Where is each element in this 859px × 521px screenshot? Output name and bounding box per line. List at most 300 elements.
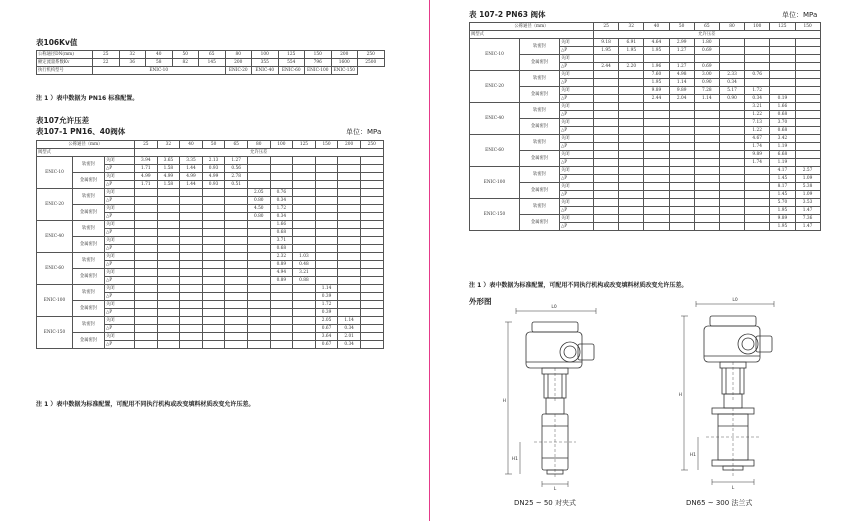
dn-header-cell: 80 — [247, 141, 270, 149]
value-cell — [644, 143, 669, 151]
value-cell: 3.71 — [270, 237, 293, 245]
value-cell — [202, 309, 225, 317]
value-cell: 7.13 — [745, 119, 770, 127]
dn-header-cell: 150 — [315, 141, 338, 149]
value-cell — [315, 205, 338, 213]
value-cell: 1.22 — [745, 111, 770, 119]
value-cell — [157, 205, 180, 213]
value-cell: 4.99 — [135, 173, 158, 181]
cell: 796 — [305, 59, 332, 67]
value-cell: 8.17 — [770, 183, 795, 191]
value-cell — [225, 197, 248, 205]
row-key-cell: △P — [105, 261, 135, 269]
row-key-cell: 关闭 — [560, 103, 594, 111]
value-cell — [694, 207, 719, 215]
value-cell — [644, 207, 669, 215]
value-cell: 0.67 — [315, 341, 338, 349]
value-cell — [157, 245, 180, 253]
value-cell: 9.89 — [669, 87, 694, 95]
value-cell: 3.65 — [157, 157, 180, 165]
value-cell: 7.60 — [644, 71, 669, 79]
cell: 1600 — [331, 59, 358, 67]
value-cell: 0.89 — [270, 261, 293, 269]
value-cell — [135, 317, 158, 325]
dim-face-label-2: L — [731, 486, 735, 490]
value-cell — [338, 197, 361, 205]
dn-header-cell: 125 — [293, 141, 316, 149]
row-key-cell: △P — [560, 191, 594, 199]
cell: 50 — [172, 51, 199, 59]
value-cell — [315, 229, 338, 237]
value-cell — [247, 157, 270, 165]
value-cell — [293, 205, 316, 213]
value-cell — [338, 173, 361, 181]
row-key-cell: 关闭 — [105, 189, 135, 197]
cell: 82 — [172, 59, 199, 67]
value-cell: 1.45 — [770, 191, 795, 199]
value-cell — [315, 173, 338, 181]
value-cell — [360, 189, 383, 197]
value-cell: 1.96 — [644, 63, 669, 71]
value-cell — [157, 285, 180, 293]
value-cell — [202, 205, 225, 213]
value-cell — [619, 151, 644, 159]
value-cell — [360, 253, 383, 261]
value-cell: 4.94 — [270, 269, 293, 277]
value-cell — [225, 205, 248, 213]
value-cell — [594, 167, 619, 175]
value-cell — [247, 253, 270, 261]
value-cell — [360, 317, 383, 325]
value-cell — [619, 159, 644, 167]
actuator-cell: ENIC-40 — [470, 103, 520, 135]
dim-half-label-2: H1 — [689, 453, 696, 458]
seal-type-cell: 金属密封 — [520, 55, 560, 71]
value-cell — [594, 159, 619, 167]
value-cell — [315, 245, 338, 253]
table-row — [37, 333, 384, 341]
value-cell — [202, 261, 225, 269]
row-key-cell: △P — [105, 293, 135, 301]
value-cell — [795, 79, 820, 87]
row-key-cell: △P — [560, 111, 594, 119]
dim-face-label: L — [553, 487, 557, 490]
value-cell — [202, 229, 225, 237]
pressure-header: 允许压差 — [135, 149, 384, 157]
value-cell — [694, 223, 719, 231]
value-cell: 1.14 — [669, 79, 694, 87]
value-cell — [135, 333, 158, 341]
value-cell: 1.09 — [795, 175, 820, 183]
value-cell — [135, 221, 158, 229]
value-cell — [135, 237, 158, 245]
dn-header-cell: 80 — [719, 23, 744, 31]
value-cell — [619, 191, 644, 199]
row-key-cell: 关闭 — [105, 285, 135, 293]
value-cell — [293, 285, 316, 293]
value-cell — [719, 127, 744, 135]
table-106-title: 表106Kv值 — [36, 38, 78, 47]
cell: 58 — [146, 59, 173, 67]
value-cell: 3.21 — [745, 103, 770, 111]
value-cell — [202, 245, 225, 253]
value-cell — [644, 159, 669, 167]
cell: ENIC-100 — [305, 67, 332, 75]
value-cell: 2.32 — [270, 253, 293, 261]
value-cell — [180, 261, 203, 269]
table-row — [37, 269, 384, 277]
value-cell — [157, 333, 180, 341]
value-cell — [270, 173, 293, 181]
table-row — [470, 103, 821, 111]
value-cell — [225, 277, 248, 285]
value-cell — [594, 127, 619, 135]
table-row — [37, 189, 384, 197]
value-cell — [315, 277, 338, 285]
value-cell — [719, 199, 744, 207]
value-cell — [644, 127, 669, 135]
value-cell: 2.20 — [619, 63, 644, 71]
cell: 40 — [146, 51, 173, 59]
value-cell — [338, 269, 361, 277]
value-cell — [338, 229, 361, 237]
value-cell — [719, 191, 744, 199]
value-cell — [360, 269, 383, 277]
value-cell — [644, 151, 669, 159]
dn-header-cell: 250 — [360, 141, 383, 149]
header-row — [470, 31, 821, 39]
value-cell — [293, 229, 316, 237]
dn-header-cell: 150 — [795, 23, 820, 31]
table-row — [37, 301, 384, 309]
value-cell: 1.22 — [745, 127, 770, 135]
cell: 32 — [119, 51, 146, 59]
value-cell — [338, 309, 361, 317]
value-cell: 1.14 — [694, 95, 719, 103]
value-cell — [293, 197, 316, 205]
value-cell: 1.72 — [315, 301, 338, 309]
value-cell: 0.88 — [293, 277, 316, 285]
value-cell — [619, 95, 644, 103]
seal-type-cell: 金属密封 — [520, 119, 560, 135]
value-cell — [225, 261, 248, 269]
value-cell — [719, 55, 744, 63]
value-cell: 4.64 — [644, 39, 669, 47]
row-key-cell: △P — [560, 47, 594, 55]
value-cell — [795, 111, 820, 119]
dn-header-cell: 32 — [157, 141, 180, 149]
table-107-2-unit: 单位：MPa — [782, 11, 818, 19]
value-cell — [669, 183, 694, 191]
value-cell: 7.28 — [694, 87, 719, 95]
value-cell — [135, 197, 158, 205]
row-key-cell: 关闭 — [560, 215, 594, 223]
value-cell — [719, 111, 744, 119]
value-cell — [180, 205, 203, 213]
table-row — [37, 237, 384, 245]
dn-header-cell: 65 — [225, 141, 248, 149]
value-cell — [270, 181, 293, 189]
value-cell: 1.71 — [135, 181, 158, 189]
value-cell — [694, 175, 719, 183]
value-cell — [360, 237, 383, 245]
value-cell — [270, 285, 293, 293]
dn-header-cell: 65 — [694, 23, 719, 31]
seal-type-cell: 金属密封 — [520, 151, 560, 167]
value-cell: 6.91 — [619, 39, 644, 47]
value-cell — [247, 309, 270, 317]
value-cell — [315, 237, 338, 245]
value-cell — [157, 301, 180, 309]
value-cell — [644, 191, 669, 199]
value-cell — [315, 157, 338, 165]
value-cell: 0.34 — [270, 197, 293, 205]
value-cell: 5.17 — [719, 87, 744, 95]
cell: 554 — [278, 59, 305, 67]
header-row — [470, 23, 821, 31]
value-cell: 2.44 — [594, 63, 619, 71]
value-cell — [594, 151, 619, 159]
value-cell — [270, 309, 293, 317]
value-cell — [694, 215, 719, 223]
value-cell — [360, 333, 383, 341]
value-cell — [745, 207, 770, 215]
table-row — [37, 253, 384, 261]
value-cell — [202, 333, 225, 341]
value-cell — [180, 333, 203, 341]
value-cell — [719, 47, 744, 55]
value-cell: 0.68 — [270, 245, 293, 253]
value-cell — [669, 127, 694, 135]
value-cell — [202, 293, 225, 301]
value-cell — [270, 317, 293, 325]
row-key-cell: 关闭 — [105, 253, 135, 261]
value-cell — [135, 261, 158, 269]
value-cell: 2.05 — [247, 189, 270, 197]
value-cell — [669, 223, 694, 231]
value-cell — [247, 261, 270, 269]
value-cell — [669, 111, 694, 119]
value-cell: 0.67 — [315, 325, 338, 333]
value-cell: 1.47 — [795, 223, 820, 231]
value-cell — [293, 341, 316, 349]
value-cell — [247, 341, 270, 349]
value-cell — [247, 317, 270, 325]
value-cell — [293, 181, 316, 189]
value-cell: 1.27 — [669, 47, 694, 55]
value-cell: 0.90 — [719, 95, 744, 103]
dim-height-label-2: H — [678, 393, 682, 398]
value-cell — [202, 189, 225, 197]
value-cell — [293, 221, 316, 229]
value-cell — [293, 165, 316, 173]
value-cell: 0.93 — [202, 181, 225, 189]
value-cell — [180, 221, 203, 229]
value-cell — [669, 103, 694, 111]
value-cell — [360, 245, 383, 253]
value-cell: 0.34 — [719, 79, 744, 87]
row-key-cell: △P — [560, 175, 594, 183]
value-cell — [719, 143, 744, 151]
actuator-cell: ENIC-60 — [470, 135, 520, 167]
value-cell: 0.76 — [745, 71, 770, 79]
value-cell: 1.95 — [619, 47, 644, 55]
value-cell — [719, 63, 744, 71]
value-cell: 1.19 — [770, 143, 795, 151]
dn-header-cell: 50 — [202, 141, 225, 149]
value-cell — [225, 229, 248, 237]
value-cell — [795, 87, 820, 95]
valve-type-header: 阀型式 — [470, 31, 594, 39]
value-cell — [694, 191, 719, 199]
value-cell: 6.68 — [770, 151, 795, 159]
value-cell — [619, 79, 644, 87]
table-107-1-note: 注 1 ）表中数据为标准配置，可配用不同执行机构或改变填料材质改变允许压差。 — [36, 401, 255, 408]
value-cell — [180, 293, 203, 301]
value-cell — [247, 173, 270, 181]
value-cell — [594, 191, 619, 199]
value-cell — [360, 285, 383, 293]
table-row — [470, 151, 821, 159]
row-key-cell: 关闭 — [560, 119, 594, 127]
value-cell: 9.89 — [770, 215, 795, 223]
row-key-cell: 关闭 — [105, 157, 135, 165]
seal-type-cell: 金属密封 — [520, 183, 560, 199]
value-cell — [338, 285, 361, 293]
value-cell: 0.80 — [247, 197, 270, 205]
value-cell — [293, 213, 316, 221]
table-107-title: 表107允许压差 — [36, 116, 90, 125]
row-key-cell: 关闭 — [560, 167, 594, 175]
value-cell — [669, 175, 694, 183]
value-cell — [202, 301, 225, 309]
row-key-cell: △P — [560, 159, 594, 167]
value-cell — [795, 119, 820, 127]
row-key-cell: △P — [560, 79, 594, 87]
table-row — [470, 55, 821, 63]
value-cell — [719, 151, 744, 159]
value-cell — [795, 103, 820, 111]
value-cell — [644, 103, 669, 111]
value-cell: 2.99 — [669, 39, 694, 47]
table-row — [37, 59, 385, 67]
cell: 25 — [93, 51, 120, 59]
value-cell — [293, 333, 316, 341]
row-key-cell: △P — [560, 207, 594, 215]
seal-type-cell: 软密封 — [520, 103, 560, 119]
value-cell: 0.34 — [270, 213, 293, 221]
value-cell — [619, 111, 644, 119]
seal-type-cell: 软密封 — [520, 39, 560, 55]
value-cell — [694, 183, 719, 191]
value-cell — [594, 95, 619, 103]
dim-half-label: H1 — [511, 457, 518, 462]
value-cell — [619, 103, 644, 111]
value-cell — [157, 237, 180, 245]
value-cell — [180, 301, 203, 309]
value-cell: 0.68 — [270, 229, 293, 237]
figures-title: 外形图 — [469, 297, 492, 306]
value-cell: 0.68 — [770, 111, 795, 119]
value-cell — [770, 55, 795, 63]
value-cell: 9.89 — [644, 87, 669, 95]
actuator-cell: ENIC-10 — [37, 157, 73, 189]
value-cell — [135, 301, 158, 309]
value-cell — [594, 119, 619, 127]
value-cell — [745, 199, 770, 207]
cell: 145 — [199, 59, 226, 67]
value-cell — [180, 325, 203, 333]
value-cell: 1.58 — [157, 181, 180, 189]
seal-type-cell: 软密封 — [73, 221, 105, 237]
value-cell — [180, 317, 203, 325]
value-cell: 0.89 — [270, 277, 293, 285]
value-cell: 4.67 — [745, 135, 770, 143]
value-cell — [360, 205, 383, 213]
table-row — [470, 135, 821, 143]
cell: ENIC-20 — [225, 67, 252, 75]
value-cell — [135, 285, 158, 293]
value-cell — [315, 189, 338, 197]
cell: ENIC-60 — [278, 67, 305, 75]
dn-header-cell: 100 — [745, 23, 770, 31]
value-cell: 0.39 — [315, 293, 338, 301]
table-row — [37, 221, 384, 229]
value-cell: 0.39 — [315, 309, 338, 317]
value-cell: 3.70 — [770, 119, 795, 127]
dn-header-cell: 40 — [180, 141, 203, 149]
value-cell — [135, 277, 158, 285]
actuator-cell: ENIC-40 — [37, 221, 73, 253]
value-cell — [669, 191, 694, 199]
value-cell — [594, 111, 619, 119]
value-cell — [315, 253, 338, 261]
value-cell — [135, 229, 158, 237]
cell: 100 — [252, 51, 279, 59]
value-cell — [247, 181, 270, 189]
value-cell — [669, 159, 694, 167]
table-row — [37, 317, 384, 325]
value-cell — [202, 253, 225, 261]
value-cell — [594, 135, 619, 143]
cell: 2500 — [358, 59, 385, 67]
value-cell — [594, 183, 619, 191]
value-cell — [157, 189, 180, 197]
value-cell: 1.95 — [770, 223, 795, 231]
value-cell: 4.99 — [157, 173, 180, 181]
value-cell — [694, 143, 719, 151]
value-cell — [719, 215, 744, 223]
value-cell — [247, 285, 270, 293]
value-cell — [669, 151, 694, 159]
value-cell — [644, 215, 669, 223]
value-cell — [180, 197, 203, 205]
value-cell: 1.44 — [180, 165, 203, 173]
value-cell — [719, 135, 744, 143]
cell: ENIC-10 — [93, 67, 226, 75]
value-cell — [745, 215, 770, 223]
value-cell: 2.78 — [225, 173, 248, 181]
pressure-table-pn63 — [469, 22, 821, 231]
value-cell — [694, 111, 719, 119]
value-cell — [644, 175, 669, 183]
value-cell — [669, 55, 694, 63]
value-cell — [795, 63, 820, 71]
value-cell — [669, 143, 694, 151]
table-row — [470, 199, 821, 207]
row-key-cell: △P — [105, 245, 135, 253]
value-cell: 9.18 — [594, 39, 619, 47]
